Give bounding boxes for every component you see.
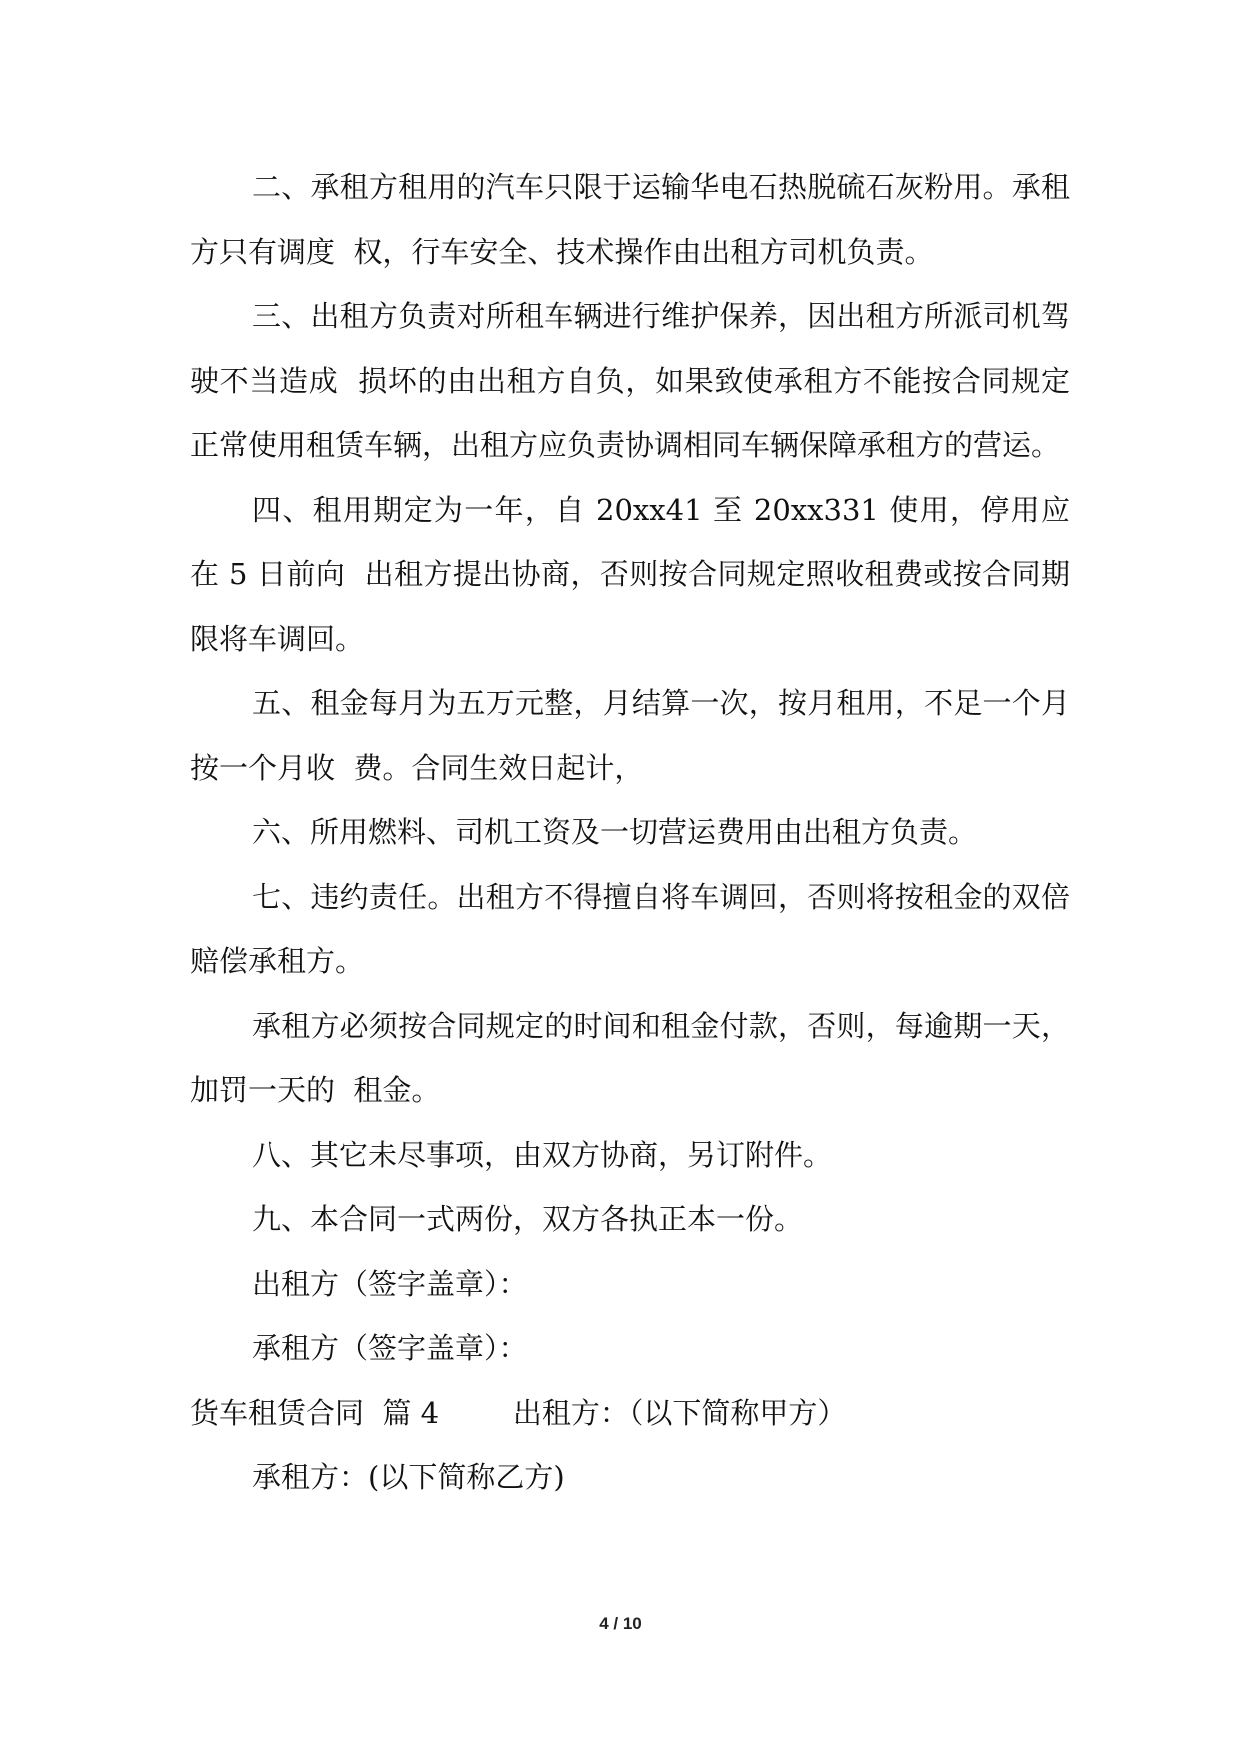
clause-two: 二、承租方租用的汽车只限于运输华电石热脱硫石灰粉用。承租方只有调度 权，行车安全、技术操作由出租方司机负责。 (190, 170, 1070, 269)
clause-seven: 七、违约责任。出租方不得擅自将车调回，否则将按租金的双倍赔偿承租方。 (190, 879, 1070, 978)
page-number: 4 / 10 (599, 1614, 642, 1633)
clause-three: 三、出租方负责对所租车辆进行维护保养，因出租方所派司机驾驶不当造成 损坏的由出租方自负，如果致使承租方不能按合同规定正常使用租赁车辆，出租方应负责协调相同车辆保障承租方的营运。 (190, 299, 1070, 462)
document-body (190, 155, 1070, 1510)
lessee-signature-line: 承租方（签字盖章）： (252, 1331, 528, 1365)
clause-six: 六、所用燃料、司机工资及一切营运费用由出租方负责。 (252, 815, 978, 849)
clause-four: 四、租用期定为一年，自 20xx41 至 20xx331 使用，停用应在 5 日前向 出租方提出协商，否则按合同规定照收租费或按合同期限将车调回。 (190, 492, 1070, 656)
lessee-party-line: 承租方：(以下简称乙方) (252, 1460, 565, 1494)
clause-seven-penalty: 承租方必须按合同规定的时间和租金付款，否则，每逾期一天，加罚一天的 租金。 (190, 1008, 1070, 1107)
clause-nine: 九、本合同一式两份，双方各执正本一份。 (252, 1202, 804, 1236)
clause-five: 五、租金每月为五万元整，月结算一次，按月租用，不足一个月按一个月收 费。合同生效日起计， (190, 686, 1070, 785)
clause-eight: 八、其它未尽事项，由双方协商，另订附件。 (252, 1137, 833, 1172)
contract-heading-line: 货车租赁合同 篇 4 出租方：（以下简称甲方） (190, 1395, 847, 1430)
lessor-signature-line: 出租方（签字盖章）： (252, 1266, 528, 1301)
